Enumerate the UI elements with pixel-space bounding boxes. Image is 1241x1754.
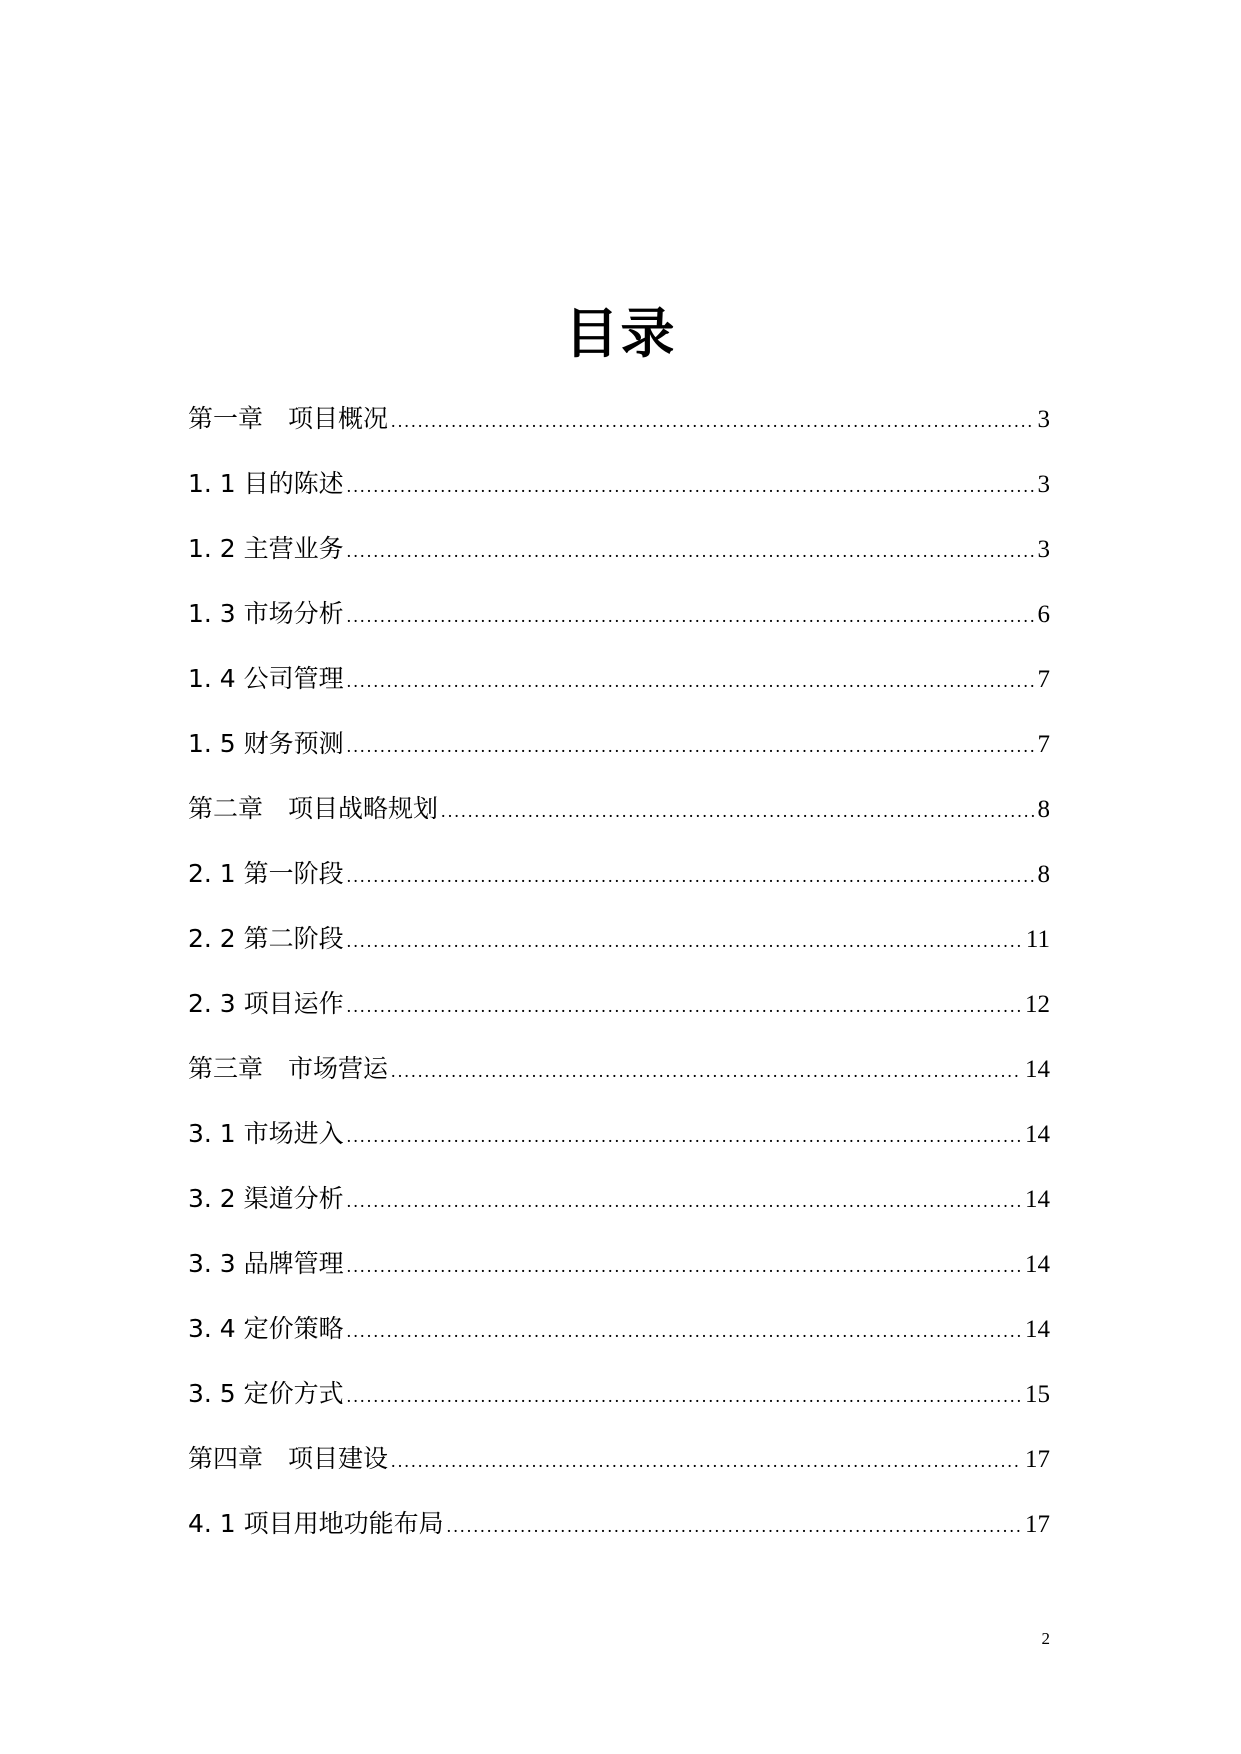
toc-entry-label: 2. 1 第一阶段	[188, 859, 344, 888]
toc-dot-leader	[347, 661, 1035, 701]
toc-entry-section-4-1[interactable]	[188, 1504, 1050, 1569]
toc-entry-section-1-3[interactable]	[188, 594, 1050, 659]
toc-entry-label: 1. 1 目的陈述	[188, 469, 344, 498]
toc-entry-section-2-3[interactable]	[188, 984, 1050, 1049]
toc-dot-leader	[347, 726, 1035, 766]
toc-dot-leader	[447, 1506, 1022, 1546]
toc-page-number: 3	[1037, 471, 1050, 498]
toc-page-number: 3	[1037, 406, 1050, 433]
toc-page-number: 17	[1025, 1446, 1050, 1473]
toc-dot-leader	[347, 921, 1023, 961]
toc-page-number: 15	[1025, 1381, 1050, 1408]
toc-entry-label: 2. 3 项目运作	[188, 989, 344, 1018]
toc-page-number: 17	[1025, 1511, 1050, 1538]
toc-entry-section-3-3[interactable]	[188, 1244, 1050, 1309]
toc-entry-label: 3. 3 品牌管理	[188, 1249, 344, 1278]
toc-entry-section-3-5[interactable]	[188, 1374, 1050, 1439]
toc-dot-leader	[391, 1441, 1022, 1481]
toc-entry-chapter-2[interactable]	[188, 789, 1050, 854]
toc-page-number: 3	[1037, 536, 1050, 563]
toc-dot-leader	[347, 986, 1022, 1026]
toc-entry-label: 3. 2 渠道分析	[188, 1184, 344, 1213]
toc-entry-label: 3. 1 市场进入	[188, 1119, 344, 1148]
toc-dot-leader	[347, 856, 1035, 896]
toc-entry-section-3-1[interactable]	[188, 1114, 1050, 1179]
toc-dot-leader	[347, 1246, 1022, 1286]
toc-entry-label: 3. 5 定价方式	[188, 1379, 344, 1408]
toc-page-number: 7	[1037, 666, 1050, 693]
toc-dot-leader	[347, 531, 1035, 571]
toc-entry-label: 第一章 项目概况	[188, 404, 389, 433]
toc-entry-label: 1. 2 主营业务	[188, 534, 344, 563]
toc-dot-leader	[391, 401, 1034, 441]
toc-entry-section-1-4[interactable]	[188, 659, 1050, 724]
toc-page-number: 14	[1025, 1186, 1050, 1213]
toc-page-number: 14	[1025, 1056, 1050, 1083]
page-title: 目录	[564, 302, 677, 365]
toc-dot-leader	[347, 1376, 1022, 1416]
toc-entry-label: 1. 4 公司管理	[188, 664, 344, 693]
toc-entry-label: 2. 2 第二阶段	[188, 924, 344, 953]
toc-dot-leader	[347, 1116, 1022, 1156]
toc-entry-label: 4. 1 项目用地功能布局	[188, 1509, 444, 1538]
toc-entry-label: 第四章 项目建设	[188, 1444, 389, 1473]
toc-page-number: 7	[1037, 731, 1050, 758]
toc-page-number: 6	[1037, 601, 1050, 628]
page-number: 2	[1041, 1629, 1050, 1648]
toc-entry-section-2-1[interactable]	[188, 854, 1050, 919]
toc-dot-leader	[347, 1311, 1022, 1351]
toc-entry-section-1-2[interactable]	[188, 529, 1050, 594]
table-of-contents	[188, 399, 1050, 1569]
toc-page-number: 11	[1025, 926, 1050, 953]
toc-entry-label: 1. 5 财务预测	[188, 729, 344, 758]
toc-page-number: 14	[1025, 1251, 1050, 1278]
toc-entry-label: 第二章 项目战略规划	[188, 794, 439, 823]
toc-entry-label: 第三章 市场营运	[188, 1054, 389, 1083]
toc-page-number: 8	[1037, 796, 1050, 823]
toc-entry-section-1-1[interactable]	[188, 464, 1050, 529]
toc-entry-section-3-2[interactable]	[188, 1179, 1050, 1244]
toc-entry-section-3-4[interactable]	[188, 1309, 1050, 1374]
toc-page-number: 14	[1025, 1316, 1050, 1343]
toc-dot-leader	[347, 596, 1035, 636]
toc-page-number: 14	[1025, 1121, 1050, 1148]
toc-dot-leader	[347, 1181, 1022, 1221]
toc-page-number: 8	[1037, 861, 1050, 888]
toc-entry-chapter-1[interactable]	[188, 399, 1050, 464]
toc-dot-leader	[391, 1051, 1022, 1091]
toc-page-number: 12	[1025, 991, 1050, 1018]
toc-entry-chapter-4[interactable]	[188, 1439, 1050, 1504]
toc-entry-section-2-2[interactable]	[188, 919, 1050, 984]
toc-entry-label: 3. 4 定价策略	[188, 1314, 344, 1343]
toc-dot-leader	[347, 466, 1035, 506]
toc-entry-chapter-3[interactable]	[188, 1049, 1050, 1114]
toc-entry-section-1-5[interactable]	[188, 724, 1050, 789]
toc-dot-leader	[441, 791, 1034, 831]
toc-entry-label: 1. 3 市场分析	[188, 599, 344, 628]
